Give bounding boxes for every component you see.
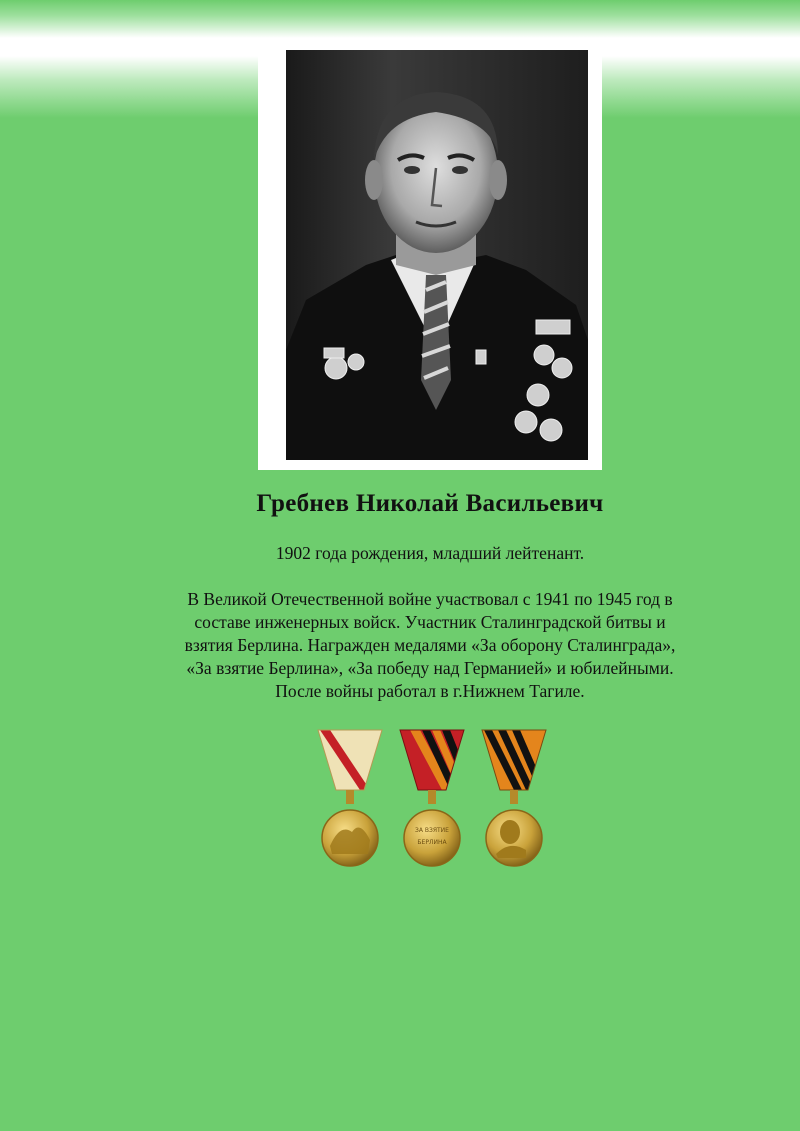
medal-victory-over-germany	[470, 728, 560, 866]
portrait-photo	[286, 50, 588, 460]
portrait-photo-frame	[258, 38, 602, 470]
svg-text:ЗА ВЗЯТИЕ: ЗА ВЗЯТИЕ	[415, 827, 449, 834]
person-name: Гребнев Николай Васильевич	[256, 490, 604, 517]
medals-row	[300, 728, 560, 878]
biography-line: «За взятие Берлина», «За победу над Германией» и юбилейными.	[186, 658, 674, 678]
biography-line: составе инженерных войск. Участник Сталинградской битвы и	[194, 612, 666, 632]
biography-line: взятия Берлина. Награжден медалями «За оборону Сталинграда»,	[184, 635, 676, 655]
biography-line: После войны работал в г.Нижнем Тагиле.	[275, 681, 585, 701]
medal-defense-of-stalingrad	[300, 728, 400, 866]
medals-illustration	[300, 728, 560, 878]
medal-capture-of-berlin	[390, 728, 480, 866]
birth-rank-line: 1902 года рождения, младший лейтенант.	[275, 543, 585, 563]
svg-text:БЕРЛИНА: БЕРЛИНА	[417, 839, 447, 846]
biography-line: В Великой Отечественной войне участвовал с 1941 по 1945 год в	[187, 589, 673, 609]
biography-paragraph	[100, 588, 760, 703]
